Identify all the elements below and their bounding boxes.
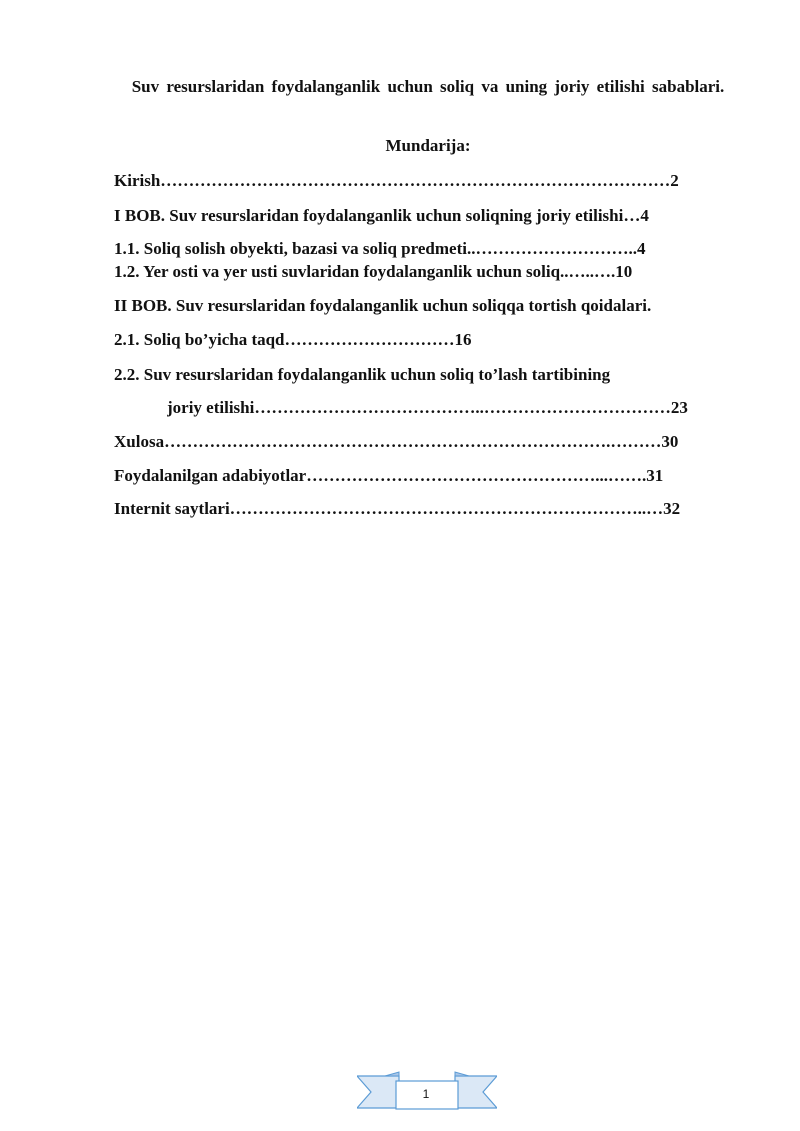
ribbon-right-fold <box>455 1072 469 1076</box>
ribbon-left-fold <box>385 1072 399 1076</box>
toc-entry-section-2-2-continued: joriy etilishi…………………………………..……………………………23 <box>167 398 688 417</box>
toc-entry-websites: Internit saytlari………………………………………………………………..…32 <box>114 499 681 518</box>
ribbon-right-tail <box>455 1076 497 1108</box>
toc-entry-section-1-2: 1.2. Yer osti va yer usti suvlaridan foydalanganlik uchun soliq..…..….10 <box>114 262 633 281</box>
page-number: 1 <box>422 1087 430 1101</box>
toc-entry-chapter-2: II BOB. Suv resurslaridan foydalanganlik uchun soliqqa tortish qoidalari. <box>114 296 652 315</box>
toc-entry-references: Foydalanilgan adabiyotlar……………………………………………...…….31 <box>114 466 664 485</box>
table-of-contents-heading: Mundarija: <box>385 136 471 155</box>
toc-entry-conclusion: Xulosa…………………………………………………………………….………30 <box>114 432 679 451</box>
ribbon-left-tail <box>357 1076 399 1108</box>
toc-entry-chapter-1: I BOB. Suv resurslaridan foydalanganlik uchun soliqning joriy etilishi…4 <box>114 206 649 225</box>
document-title: Suv resurslaridan foydalanganlik uchun soliq va uning joriy etilishi sabablari. <box>131 77 725 96</box>
toc-entry-section-2-2: 2.2. Suv resurslaridan foydalanganlik uchun soliq to’lash tartibining <box>114 365 611 384</box>
toc-entry-introduction: Kirish………………………………………………………………………………2 <box>114 171 679 190</box>
toc-entry-section-2-1: 2.1. Soliq bo’yicha taqd…………………………16 <box>114 330 472 349</box>
toc-entry-section-1-1: 1.1. Soliq solish obyekti, bazasi va soliq predmeti..………………………..4 <box>114 239 646 258</box>
